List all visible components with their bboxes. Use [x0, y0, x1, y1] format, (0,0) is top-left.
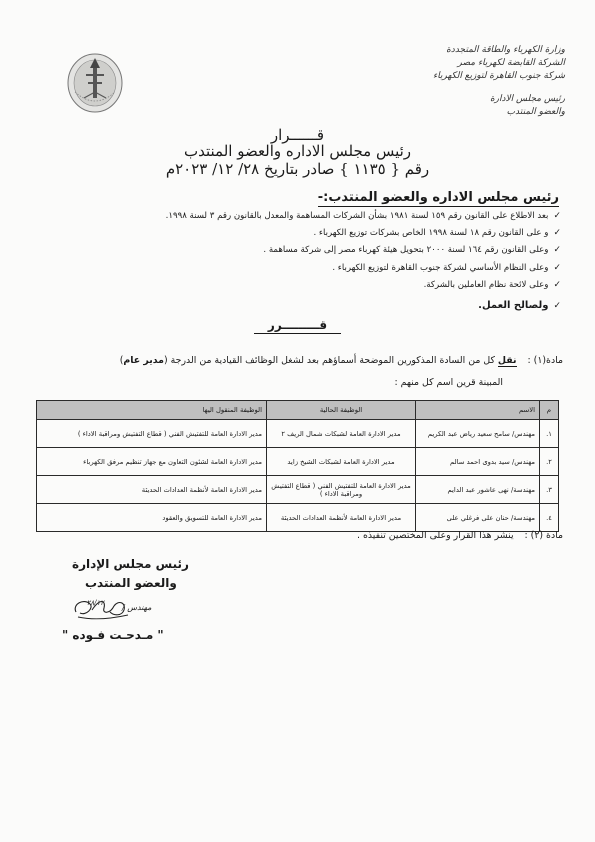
column-header-name: الاسم	[416, 401, 540, 420]
current-job: مدير الادارة العامة لأنظمة العدادات الحديثة	[267, 504, 416, 532]
signatory-subtitle: والعضو المنتدب	[85, 576, 177, 590]
article-2-label: مادة (٢) :	[524, 530, 563, 541]
preamble-heading: رئيس مجلس الاداره والعضو المنتدب:-	[317, 190, 559, 205]
decision-number-line: رقم { ١١٣٥ } صادر بتاريخ ٢٨/ ١٢/ ٢٠٢٣م	[165, 160, 430, 178]
article-1-text: كل من السادة المذكورين الموضحة أسماؤهم بعد لشغل الوظائف القيادية من الدرجة (	[164, 355, 495, 366]
employee-name: مهندسة/ حنان على فرغلي على	[416, 504, 540, 532]
article-1-grade: مدير عام	[123, 355, 164, 366]
table-row	[37, 476, 559, 504]
transfers-table	[36, 400, 559, 532]
handwritten-signature	[70, 594, 132, 622]
org-line-holding: الشركة القابضة لكهرباء مصر	[457, 58, 565, 68]
table-row	[37, 420, 559, 448]
row-number: ٣.	[540, 476, 559, 504]
checkmark-icon: ✓	[553, 245, 561, 256]
preamble-item-text: و على القانون رقم ١٨ لسنة ١٩٩٨ الخاص بشركات توزيع الكهرباء .	[313, 228, 549, 239]
checkmark-icon: ✓	[553, 279, 561, 290]
new-job: مدير الادارة العامة لشئون التعاون مع جهاز تنظيم مرفق الكهرباء	[37, 448, 267, 476]
checkmark-icon: ✓	[553, 211, 561, 221]
signatory-prefix: مهندس /	[122, 603, 152, 612]
column-header-new-job: الوظيفة المنقول اليها	[37, 401, 267, 420]
preamble-item	[41, 242, 561, 259]
article-1-action: نقل	[497, 355, 517, 366]
employee-name: مهندس/ سيد بدوى احمد سالم	[416, 448, 540, 476]
current-job: مدير الادارة العامة لشبكات الشيخ زايد	[267, 448, 416, 476]
preamble-item	[41, 297, 561, 315]
checkmark-icon: ✓	[553, 228, 561, 239]
current-job: مدير الادارة العامة لشبكات شمال الريف ٢	[267, 420, 416, 448]
current-job: مدير الادارة العامة للتفتيش الفني ( قطاع التفتيش ومراقبة الاداء )	[267, 476, 416, 504]
preamble-list	[41, 208, 561, 315]
signatory-name: " مـدحـت فـوده "	[62, 628, 164, 642]
office-line-md: والعضو المنتدب	[506, 107, 565, 117]
table-row	[37, 504, 559, 532]
new-job: مدير الادارة العامة لأنظمة العدادات الحديثة	[37, 476, 267, 504]
article-1-label: مادة(١) :	[527, 355, 563, 366]
table-header-row	[37, 401, 559, 420]
checkmark-icon: ✓	[553, 301, 561, 312]
preamble-item-text: بعد الاطلاع على القانون رقم ١٥٩ لسنة ١٩٨١ بشأن الشركات المساهمة والمعدل بالقانون رقم ٣ لسنة ١٩٩٨.	[165, 211, 549, 221]
table-row	[37, 448, 559, 476]
preamble-item-text: ولصالح العمل.	[478, 300, 549, 312]
signature-date: ٢٨/١٢	[86, 599, 104, 607]
new-job: مدير الادارة العامة للتسويق والعقود	[37, 504, 267, 532]
column-header-current-job: الوظيفة الحالية	[267, 401, 416, 420]
row-number: ١.	[540, 420, 559, 448]
row-number: ٢.	[540, 448, 559, 476]
org-line-ministry: وزارة الكهرباء والطاقة المتجددة	[446, 45, 565, 55]
signatory-title: رئيس مجلس الإدارة	[72, 557, 189, 571]
issuer-line: رئيس مجلس الاداره والعضو المنتدب	[183, 142, 412, 160]
article-2-text: ينشر هذا القرار وعلى المختصين تنفيذه .	[357, 530, 514, 541]
preamble-item	[41, 260, 561, 277]
decides-heading	[0, 318, 595, 334]
employee-name: مهندسة/ نهى عاشور عبد الدايم	[416, 476, 540, 504]
decision-heading: قــــــرار	[270, 126, 325, 144]
article-1	[33, 350, 563, 394]
employee-name: مهندس/ سامح سعيد رياض عبد الكريم	[416, 420, 540, 448]
org-line-company: شركة جنوب القاهرة لتوزيع الكهرباء	[433, 71, 565, 81]
preamble-item-text: وعلى القانون رقم ١٦٤ لسنة ٢٠٠٠ بتحويل هيئة كهرباء مصر إلى شركة مساهمة .	[263, 245, 549, 256]
article-1-close: )	[119, 355, 124, 366]
organization-header	[375, 44, 565, 119]
preamble-item	[41, 208, 561, 225]
preamble-item-text: وعلى النظام الأساسي لشركة جنوب القاهرة لتوزيع الكهرباء .	[332, 262, 549, 273]
article-2	[43, 530, 563, 541]
preamble-item	[41, 277, 561, 294]
decides-word: قـــــــــرر	[254, 318, 341, 334]
row-number: ٤.	[540, 504, 559, 532]
company-logo	[66, 52, 124, 114]
preamble-item-text: وعلى لائحة نظام العاملين بالشركة.	[423, 279, 549, 290]
checkmark-icon: ✓	[553, 262, 561, 273]
article-1-line-2: المبينة قرين اسم كل منهم :	[394, 377, 503, 388]
new-job: مدير الادارة العامة للتفتيش الفني ( قطاع التفتيش ومراقبة الاداء )	[37, 420, 267, 448]
article-1-line-1	[33, 350, 563, 372]
office-line-chairman: رئيس مجلس الادارة	[489, 94, 565, 104]
column-header-number: م	[540, 401, 559, 420]
preamble-item	[41, 225, 561, 242]
